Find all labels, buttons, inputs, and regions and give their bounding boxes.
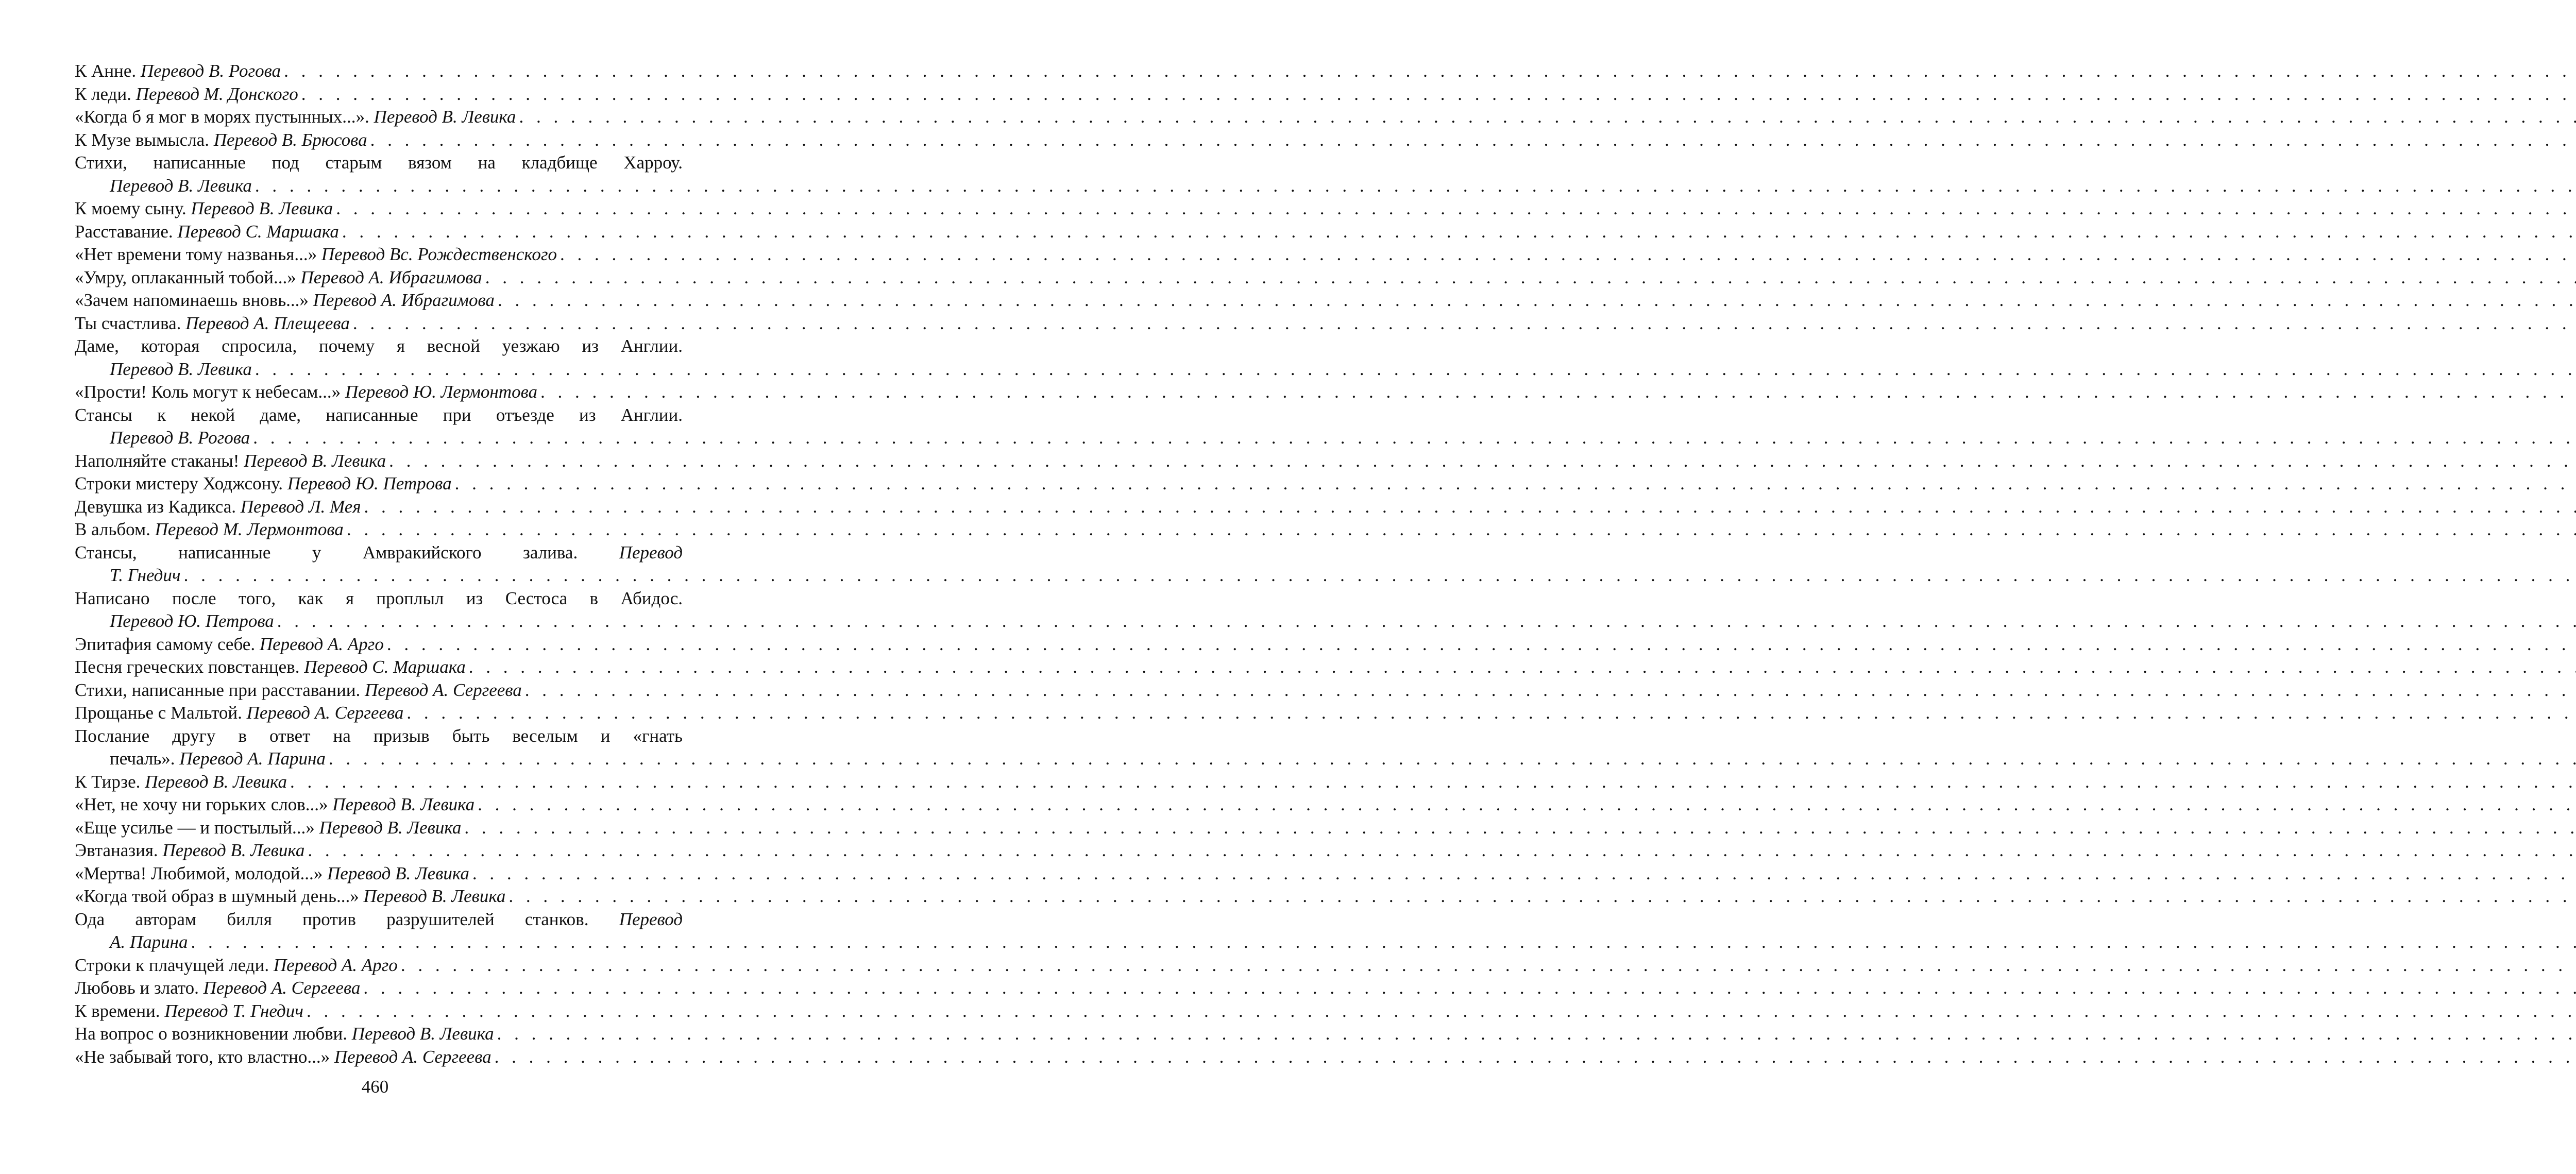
toc-entry <box>75 129 683 152</box>
poem-title: «Не забывай того, кто властно...» <box>75 1046 334 1067</box>
poem-title: «Зачем напоминаешь вновь...» <box>75 290 313 310</box>
translator-credit: Перевод В. Брюсова <box>213 129 367 150</box>
poem-title: В альбом. <box>75 519 155 539</box>
dot-leader <box>474 793 2576 816</box>
toc-entry <box>75 954 683 977</box>
table-of-contents-page <box>75 60 683 1068</box>
toc-entry-title <box>75 518 344 541</box>
dot-leader <box>361 496 2576 519</box>
translator-credit: Перевод Ю. Петрова <box>287 473 452 494</box>
toc-entry-title <box>110 175 252 198</box>
poem-title: печаль». <box>110 748 180 769</box>
translator-credit: Перевод В. Левика <box>145 771 287 792</box>
toc-entry <box>75 243 683 266</box>
dot-leader <box>452 472 2576 496</box>
toc-entry-title <box>75 83 298 106</box>
toc-entry-title <box>75 909 683 929</box>
dot-leader <box>482 266 2576 290</box>
dot-leader <box>537 381 2576 404</box>
poem-title: Прощанье с Мальтой. <box>75 703 247 723</box>
translator-credit: Перевод В. Левика <box>363 886 506 906</box>
toc-line <box>75 793 683 816</box>
toc-entry <box>75 404 683 450</box>
translator-credit: Перевод В. Левика <box>244 450 386 471</box>
toc-line <box>75 106 683 129</box>
dot-leader <box>398 954 2576 977</box>
toc-entry <box>75 839 683 862</box>
toc-line <box>75 587 683 610</box>
toc-entry-title <box>75 312 350 335</box>
toc-line <box>75 243 683 266</box>
dot-leader <box>333 197 2576 220</box>
translator-credit: Перевод Вс. Рождественского <box>321 244 557 264</box>
toc-entry <box>75 518 683 541</box>
poem-title: К Музе вымысла. <box>75 129 214 150</box>
toc-line <box>75 83 683 106</box>
toc-entry-title <box>75 243 557 266</box>
poem-title: Стансы, написанные у Амвракийского залива. <box>75 542 619 563</box>
toc-line <box>75 931 683 954</box>
dot-leader <box>350 312 2576 335</box>
toc-entry <box>75 1000 683 1023</box>
toc-line <box>75 954 683 977</box>
dot-leader <box>287 771 2576 794</box>
toc-entry <box>75 106 683 129</box>
toc-entry-title <box>75 679 522 702</box>
translator-credit: Перевод А. Плещеева <box>185 313 350 333</box>
toc-entry-title <box>75 450 386 473</box>
poem-title: Наполняйте стаканы! <box>75 450 244 471</box>
dot-leader <box>494 1023 2576 1046</box>
toc-line <box>75 977 683 1000</box>
translator-credit: Перевод А. Сергеева <box>334 1046 492 1067</box>
translator-credit: Перевод А. Ибрагимова <box>300 267 482 287</box>
toc-entry <box>75 908 683 954</box>
dot-leader <box>250 427 2576 450</box>
poem-title: Эвтаназия. <box>75 840 163 860</box>
translator-credit: Перевод А. Арго <box>259 634 384 654</box>
dot-leader <box>298 83 2576 106</box>
toc-entry <box>75 312 683 335</box>
dot-leader <box>281 60 2576 83</box>
dot-leader <box>557 243 2576 266</box>
poem-title: Эпитафия самому себе. <box>75 634 260 654</box>
dot-leader <box>466 656 2576 679</box>
toc-entry <box>75 679 683 702</box>
toc-entry-title <box>75 1023 494 1046</box>
toc-line <box>75 610 683 633</box>
poem-title: Девушка из Кадикса. <box>75 496 241 517</box>
translator-credit: Перевод Ю. Лермонтова <box>345 382 538 402</box>
poem-title: Строки мистеру Ходжсону. <box>75 473 287 494</box>
translator-credit: Перевод А. Арго <box>273 955 398 975</box>
toc-line <box>75 472 683 496</box>
poem-title: Послание другу в ответ на призыв быть веселым и «гнать <box>75 725 683 746</box>
dot-leader <box>188 931 2576 954</box>
toc-entry-title <box>110 358 252 381</box>
poem-title: «Нет, не хочу ни горьких слов...» <box>75 794 333 814</box>
dot-leader <box>181 564 2576 587</box>
poem-title: Любовь и злато. <box>75 978 204 998</box>
toc-entry-title <box>75 656 466 679</box>
toc-entry <box>75 816 683 840</box>
toc-entry-title <box>75 771 287 794</box>
toc-entry <box>75 702 683 725</box>
toc-line <box>75 450 683 473</box>
toc-entry-title <box>110 747 326 771</box>
toc-line <box>75 679 683 702</box>
translator-credit: Перевод А. Парина <box>179 748 326 769</box>
toc-entry <box>75 633 683 656</box>
dot-leader <box>469 862 2576 886</box>
toc-line <box>75 197 683 220</box>
toc-line <box>75 656 683 679</box>
toc-entry-title <box>75 542 683 563</box>
toc-entry-title <box>110 427 250 450</box>
dot-leader <box>522 679 2576 702</box>
toc-entry <box>75 771 683 794</box>
poem-title: «Прости! Коль могут к небесам...» <box>75 382 345 402</box>
translator-credit: Перевод <box>619 542 683 563</box>
poem-title: «Когда твой образ в шумный день...» <box>75 886 364 906</box>
poem-title: «Нет времени тому названья...» <box>75 244 321 264</box>
toc-entry <box>75 656 683 679</box>
translator-credit: Перевод <box>619 909 683 929</box>
toc-entry <box>75 289 683 312</box>
translator-credit: Перевод В. Левика <box>327 863 469 883</box>
toc-entry <box>75 1046 683 1069</box>
dot-leader <box>339 220 2576 244</box>
toc-entry-title <box>75 633 384 656</box>
translator-credit: Перевод Ю. Петрова <box>110 611 274 631</box>
translator-credit: А. Парина <box>110 932 188 952</box>
toc-line <box>75 771 683 794</box>
toc-line <box>75 725 683 748</box>
toc-entry-title <box>75 129 367 152</box>
toc-entry-title <box>75 1046 492 1069</box>
poem-title: Строки к плачущей леди. <box>75 955 274 975</box>
toc-entry <box>75 220 683 244</box>
toc-entry <box>75 381 683 404</box>
toc-line <box>75 220 683 244</box>
toc-line <box>75 129 683 152</box>
dot-leader <box>252 358 2576 381</box>
toc-entry-title <box>75 336 683 356</box>
poem-title: Стансы к некой даме, написанные при отъезде из Англии. <box>75 404 683 425</box>
dot-leader <box>492 1046 2576 1069</box>
toc-entry-title <box>75 472 452 496</box>
toc-entry <box>75 472 683 496</box>
translator-credit: Перевод Л. Мея <box>240 496 361 517</box>
poem-title: К леди. <box>75 83 136 104</box>
page-footer-number: 460 <box>361 1077 389 1097</box>
toc-entry-title <box>75 1000 303 1023</box>
toc-entry <box>75 496 683 519</box>
toc-list <box>75 60 683 1068</box>
toc-entry-title <box>75 220 339 244</box>
toc-line <box>75 266 683 290</box>
toc-entry <box>75 977 683 1000</box>
poem-title: К Тирзе. <box>75 771 145 792</box>
translator-credit: Перевод В. Рогова <box>140 61 281 81</box>
translator-credit: Т. Гнедич <box>110 565 181 585</box>
toc-entry-title <box>75 405 683 425</box>
translator-credit: Перевод А. Сергеева <box>203 978 361 998</box>
poem-title: Ода авторам билля против разрушителей станков. <box>75 909 619 929</box>
toc-entry-title <box>75 588 683 608</box>
toc-entry <box>75 885 683 908</box>
toc-line <box>75 633 683 656</box>
poem-title: Написано после того, как я проплыл из Сестоса в Абидос. <box>75 588 683 608</box>
toc-entry <box>75 60 683 83</box>
toc-entry-title <box>75 381 537 404</box>
toc-entry-title <box>75 816 461 840</box>
toc-line <box>75 564 683 587</box>
toc-line <box>75 541 683 565</box>
dot-leader <box>326 747 2576 771</box>
toc-entry-title <box>110 931 188 954</box>
dot-leader <box>461 816 2576 840</box>
toc-line <box>75 1023 683 1046</box>
poem-title: К Анне. <box>75 61 141 81</box>
poem-title: Расставание. <box>75 221 178 242</box>
dot-leader <box>304 839 2576 862</box>
toc-line <box>75 381 683 404</box>
dot-leader <box>344 518 2576 541</box>
toc-entry-title <box>75 793 474 816</box>
toc-line <box>75 427 683 450</box>
toc-entry <box>75 541 683 587</box>
toc-line <box>75 358 683 381</box>
toc-entry-title <box>75 152 683 173</box>
toc-line <box>75 496 683 519</box>
toc-entry-title <box>75 839 304 862</box>
toc-entry <box>75 1023 683 1046</box>
toc-line <box>75 1000 683 1023</box>
toc-line <box>75 312 683 335</box>
toc-line <box>75 404 683 427</box>
toc-entry-title <box>75 862 469 886</box>
toc-line <box>75 175 683 198</box>
toc-entry-title <box>75 60 281 83</box>
dot-leader <box>386 450 2576 473</box>
translator-credit: Перевод А. Сергеева <box>365 679 522 700</box>
dot-leader <box>360 977 2576 1000</box>
poem-title: «Еще усилье — и постылый...» <box>75 817 319 838</box>
toc-entry <box>75 725 683 771</box>
toc-line <box>75 702 683 725</box>
toc-line <box>75 60 683 83</box>
toc-entry <box>75 862 683 886</box>
translator-credit: Перевод В. Левика <box>110 175 252 196</box>
toc-entry <box>75 266 683 290</box>
translator-credit: Перевод В. Рогова <box>110 428 250 448</box>
dot-leader <box>274 610 2576 633</box>
dot-leader <box>505 885 2576 908</box>
toc-line <box>75 289 683 312</box>
toc-line <box>75 151 683 175</box>
translator-credit: Перевод В. Левика <box>191 198 333 218</box>
toc-entry-title <box>75 496 361 519</box>
dot-leader <box>403 702 2576 725</box>
dot-leader <box>367 129 2576 152</box>
toc-entry-title <box>75 885 505 908</box>
toc-line <box>75 908 683 931</box>
dot-leader <box>384 633 2576 656</box>
translator-credit: Перевод В. Левика <box>332 794 475 814</box>
translator-credit: Перевод В. Левика <box>374 107 516 127</box>
dot-leader <box>252 175 2576 198</box>
toc-entry-title <box>75 266 482 290</box>
poem-title: К моему сыну. <box>75 198 191 218</box>
toc-entry-title <box>75 197 333 220</box>
translator-credit: Перевод В. Левика <box>162 840 305 860</box>
poem-title: «Умру, оплаканный тобой...» <box>75 267 301 287</box>
toc-entry-title <box>110 610 274 633</box>
translator-credit: Перевод С. Маршака <box>177 221 339 242</box>
toc-line <box>75 747 683 771</box>
poem-title: На вопрос о возникновении любви. <box>75 1024 352 1044</box>
toc-line <box>75 1046 683 1069</box>
toc-entry-title <box>75 289 495 312</box>
poem-title: Ты счастлива. <box>75 313 186 333</box>
translator-credit: Перевод А. Ибрагимова <box>313 290 495 310</box>
poem-title: Песня греческих повстанцев. <box>75 657 304 677</box>
toc-line <box>75 885 683 908</box>
translator-credit: Перевод С. Маршака <box>304 657 466 677</box>
translator-credit: Перевод В. Левика <box>110 359 252 379</box>
poem-title: Стихи, написанные под старым вязом на кладбище Харроу. <box>75 152 683 173</box>
toc-entry <box>75 197 683 220</box>
translator-credit: Перевод Т. Гнедич <box>164 1000 303 1021</box>
dot-leader <box>495 289 2576 312</box>
translator-credit: Перевод М. Лермонтова <box>155 519 344 539</box>
translator-credit: Перевод М. Донского <box>135 83 298 104</box>
toc-line <box>75 518 683 541</box>
toc-entry <box>75 83 683 106</box>
toc-entry-title <box>75 954 398 977</box>
toc-entry <box>75 151 683 197</box>
toc-line <box>75 335 683 358</box>
poem-title: «Когда б я мог в морях пустынных...». <box>75 107 374 127</box>
toc-entry-title <box>110 564 181 587</box>
toc-entry-title <box>75 702 403 725</box>
toc-entry-title <box>75 726 683 746</box>
toc-line <box>75 862 683 886</box>
toc-line <box>75 839 683 862</box>
dot-leader <box>516 106 2576 129</box>
toc-entry-title <box>75 977 360 1000</box>
toc-entry-title <box>75 106 516 129</box>
poem-title: Стихи, написанные при расставании. <box>75 679 365 700</box>
toc-line <box>75 816 683 840</box>
translator-credit: Перевод А. Сергеева <box>246 703 404 723</box>
translator-credit: Перевод В. Левика <box>351 1024 494 1044</box>
toc-entry <box>75 450 683 473</box>
dot-leader <box>303 1000 2576 1023</box>
toc-entry <box>75 793 683 816</box>
poem-title: Даме, которая спросила, почему я весной уезжаю из Англии. <box>75 336 683 356</box>
translator-credit: Перевод В. Левика <box>319 817 462 838</box>
poem-title: К времени. <box>75 1000 165 1021</box>
toc-entry <box>75 587 683 633</box>
poem-title: «Мертва! Любимой, молодой...» <box>75 863 328 883</box>
toc-entry <box>75 335 683 381</box>
